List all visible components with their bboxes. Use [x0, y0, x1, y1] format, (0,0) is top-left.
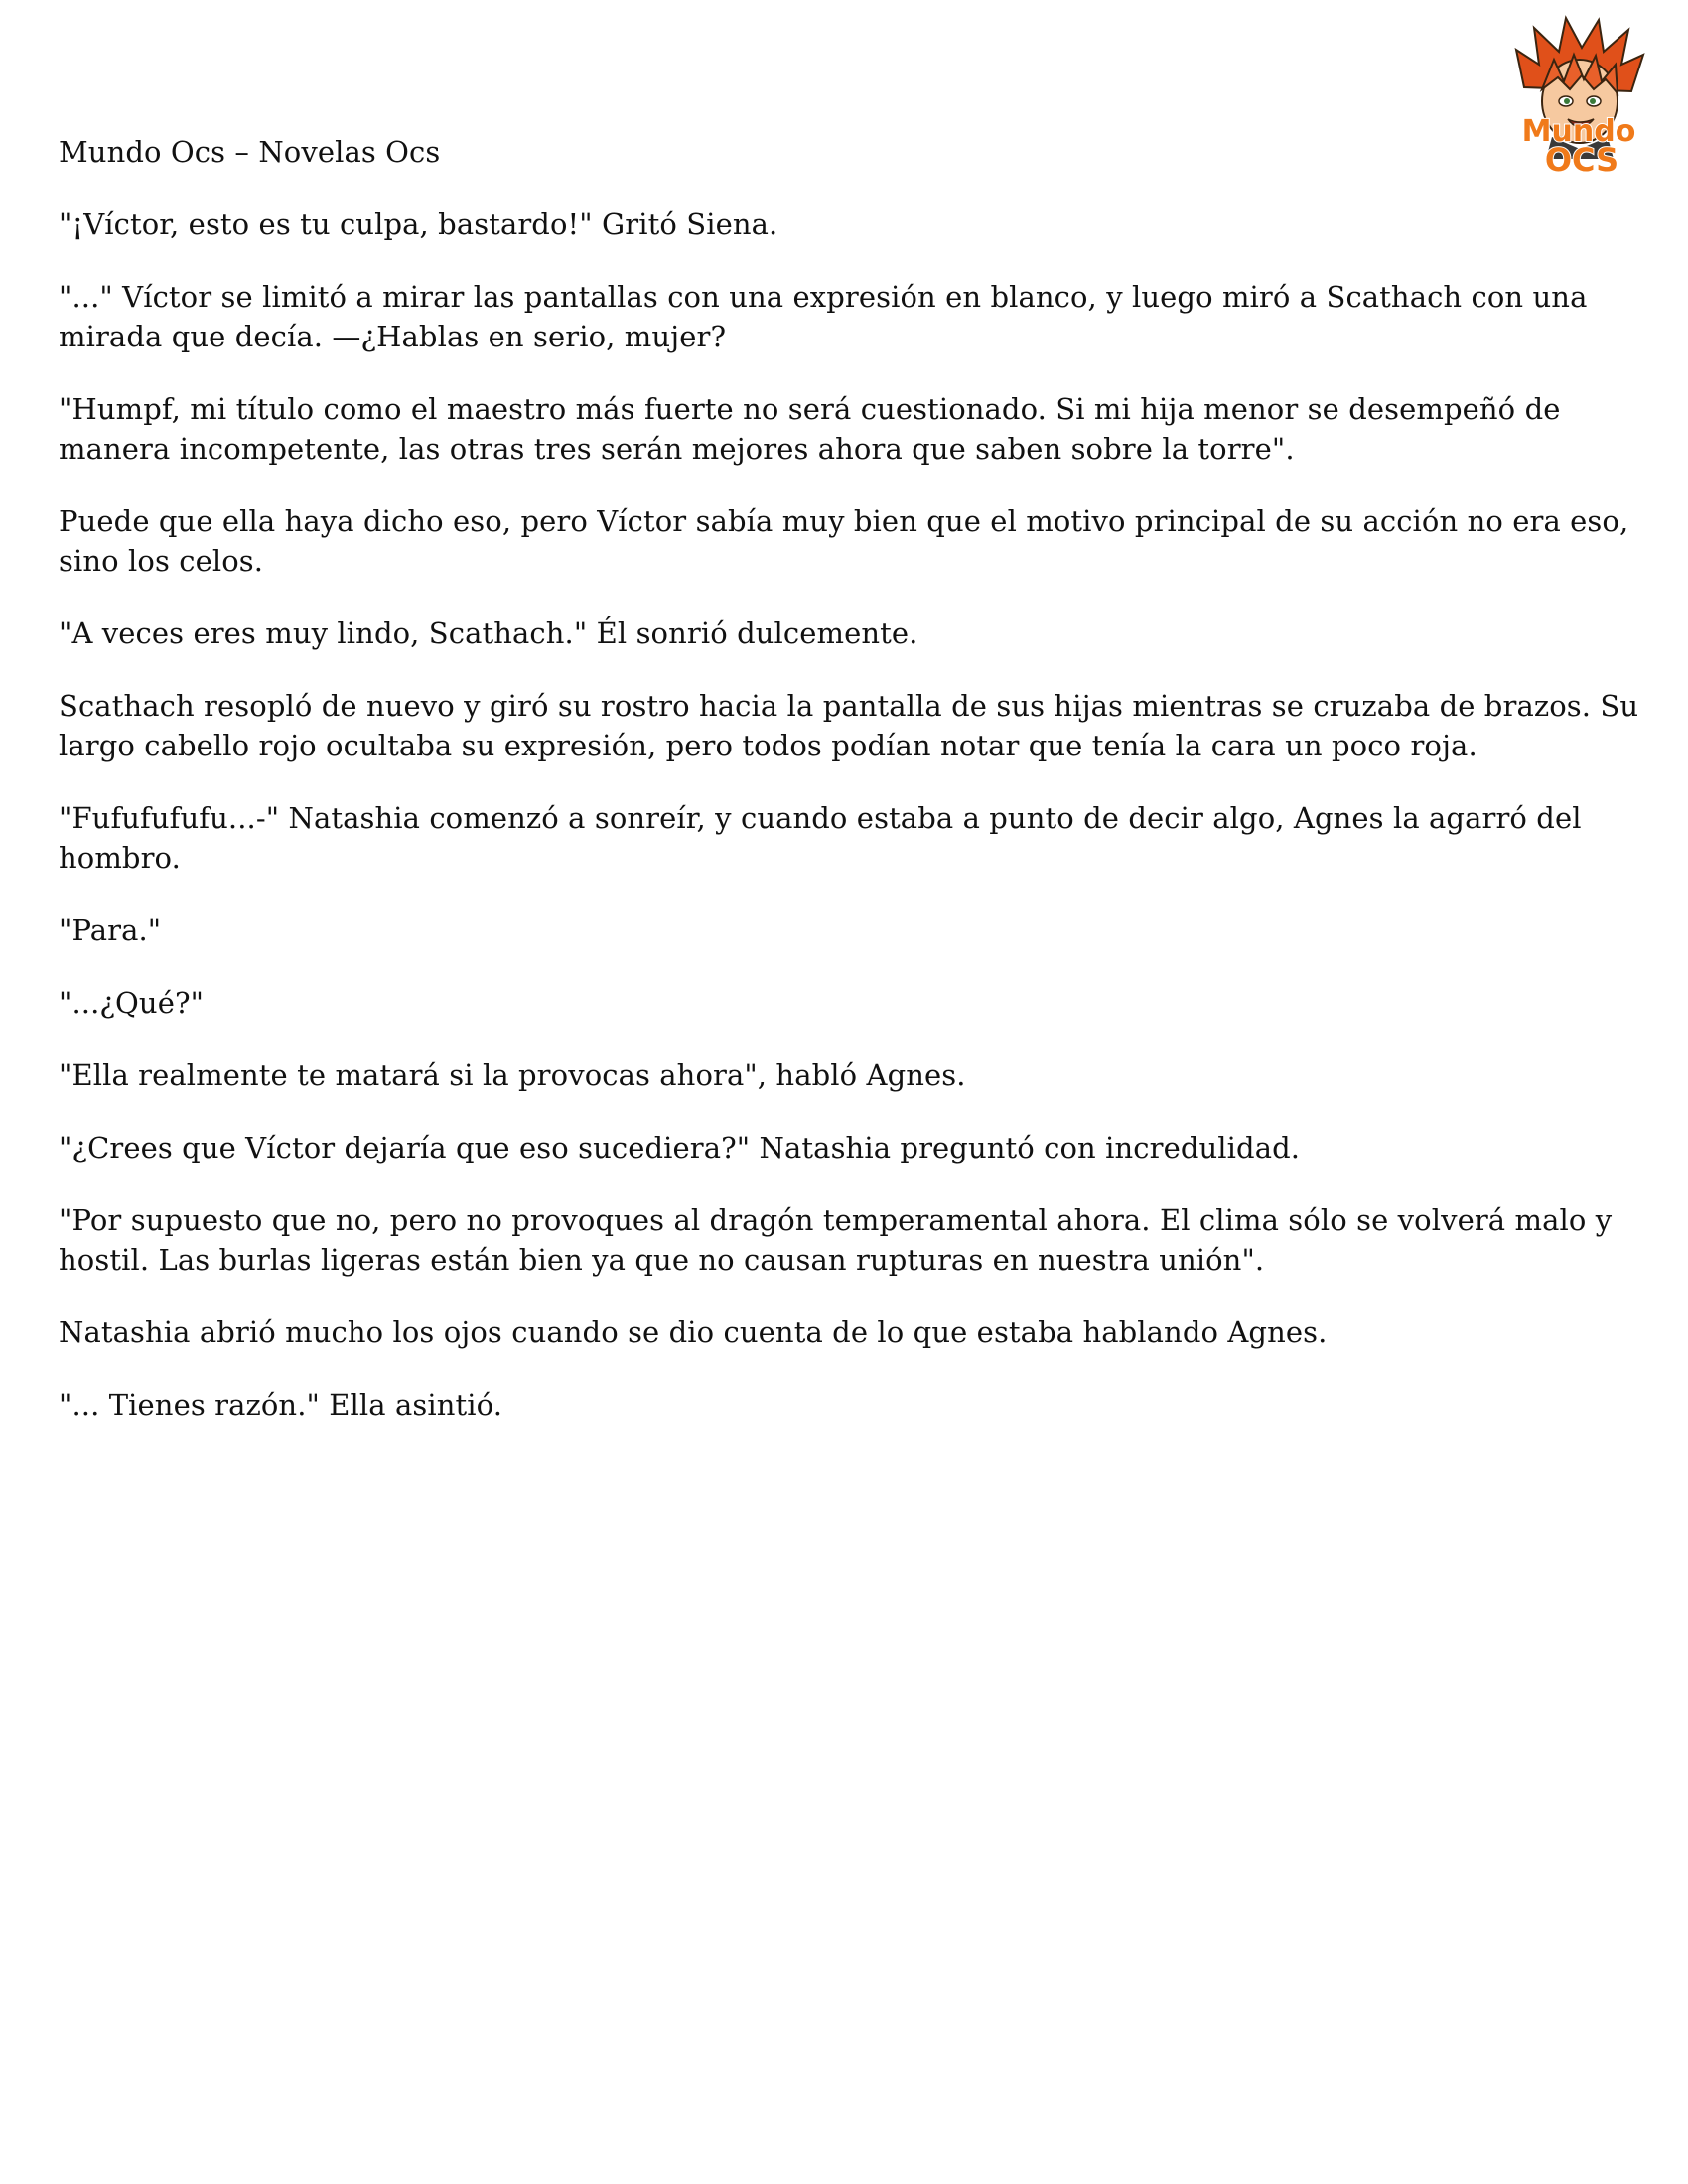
paragraph: "...¿Qué?" [59, 986, 205, 1020]
paragraph: Natashia abrió mucho los ojos cuando se dio cuenta de lo que estaba hablando Agnes. [59, 1315, 1328, 1349]
logo-text-mundo: Mundo [1521, 114, 1636, 149]
paragraph: Scathach resopló de nuevo y giró su rostro hacia la pantalla de sus hijas mientras se cruzaba de brazos. Su largo cabello rojo ocultaba su expresión, pero todos podían notar que tenía la cara un poco roja. [59, 689, 1639, 762]
paragraph: "Humpf, mi título como el maestro más fuerte no será cuestionado. Si mi hija menor se desempeñó de manera incompetente, las otras tres serán mejores ahora que saben sobre la torre". [59, 392, 1561, 466]
paragraph: "¡Víctor, esto es tu culpa, bastardo!" Gritó Siena. [59, 207, 778, 241]
paragraph: "Para." [59, 913, 162, 947]
paragraph: Puede que ella haya dicho eso, pero Víctor sabía muy bien que el motivo principal de su acción no era eso, sino los celos. [59, 504, 1629, 578]
logo-text-ocs: OCS [1544, 141, 1619, 179]
paragraph: "..." Víctor se limitó a mirar las pantallas con una expresión en blanco, y luego miró a Scathach con una mirada que decía. —¿Hablas en serio, mujer? [59, 280, 1588, 353]
paragraph: "Ella realmente te matará si la provocas ahora", habló Agnes. [59, 1058, 966, 1092]
paragraph: "¿Crees que Víctor dejaría que eso sucediera?" Natashia preguntó con incredulidad. [59, 1131, 1301, 1164]
paragraph: "Por supuesto que no, pero no provoques al dragón temperamental ahora. El clima sólo se volverá malo y hostil. Las burlas ligeras están bien ya que no causan rupturas en nuestra unión". [59, 1203, 1613, 1277]
document-header: Mundo Ocs – Novelas Ocs [59, 135, 441, 169]
paragraph: "A veces eres muy lindo, Scathach." Él sonrió dulcemente. [59, 616, 918, 650]
paragraph: "... Tienes razón." Ella asintió. [59, 1388, 503, 1422]
paragraph: "Fufufufufu...-" Natashia comenzó a sonreír, y cuando estaba a punto de decir algo, Agnes la agarró del hombro. [59, 801, 1582, 875]
document-body [59, 132, 1647, 1457]
